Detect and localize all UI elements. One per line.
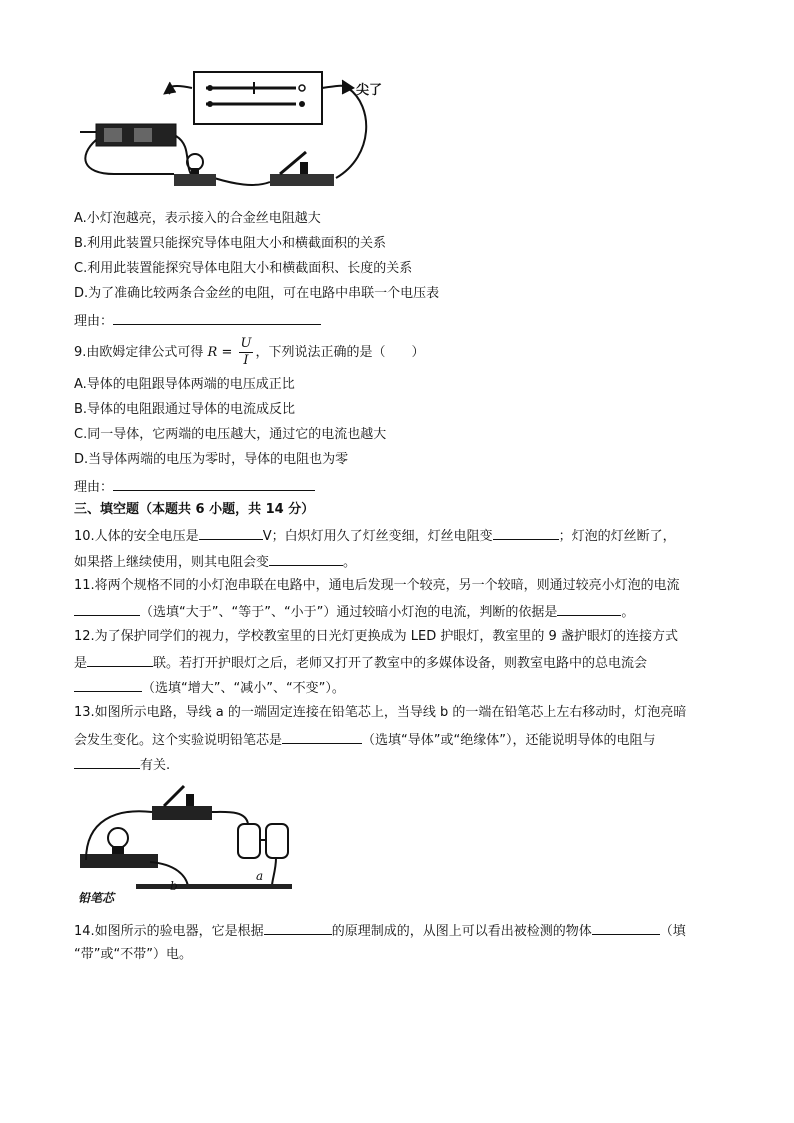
- q12-text-3: 联。若打开护眼灯之后，老师又打开了教室中的多媒体设备，则教室电路中的总电流会: [153, 656, 648, 671]
- q10-text-5: 。: [343, 555, 357, 570]
- q13-blank-1[interactable]: [282, 729, 362, 744]
- q10-blank-3[interactable]: [269, 551, 343, 566]
- q14-text-2: 的原理制成的，从图上可以看出被检测的物体: [331, 924, 592, 939]
- q9-option-c: C.同一导体，它两端的电压越大，通过它的电流也越大: [74, 427, 387, 442]
- q9-formula-fraction: [239, 336, 254, 369]
- q13-line1: 13.如图所示电路，导线 a 的一端固定连接在铅笔芯上，当导线 b 的一端在铅笔芯上左右移动时，灯泡亮暗: [74, 705, 687, 720]
- q11-text-2: （选填“大于”、“等于”、“小于”）通过较暗小灯泡的电流，判断的依据是: [140, 605, 558, 620]
- q13-line2: [74, 729, 655, 751]
- q14-text-3: （填: [659, 924, 686, 939]
- q12-blank-2[interactable]: [74, 677, 142, 692]
- q9-option-a: A.导体的电阻跟导体两端的电压成正比: [74, 377, 295, 392]
- q9-formula-numerator: U: [240, 336, 252, 351]
- q11-blank-2[interactable]: [557, 601, 621, 616]
- q9-stem: [74, 336, 425, 369]
- q10-blank-2[interactable]: [493, 525, 559, 540]
- q12-text-4: （选填“增大”、“减小”、“不变”）。: [142, 681, 345, 696]
- q11-line1: 11.将两个规格不同的小灯泡串联在电路中，通电后发现一个较亮，另一个较暗，则通过较亮小灯泡的电流: [74, 578, 680, 593]
- q9-stem-suffix: ，下列说法正确的是（ ）: [255, 345, 425, 360]
- q10-text-4: 如果搭上继续使用，则其电阻会变: [74, 555, 270, 570]
- pencil-lead-circuit-figure: [76, 780, 296, 910]
- q14-line2: “带”或“不带”）电。: [74, 947, 192, 962]
- q8-option-a: A.小灯泡越亮，表示接入的合金丝电阻越大: [74, 211, 321, 226]
- q9-reason: [74, 476, 315, 498]
- q8-reason-label: 理由：: [74, 314, 114, 329]
- q10-text-1: 10.人体的安全电压是: [74, 529, 199, 544]
- q9-formula-denominator: I: [243, 353, 249, 368]
- q9-formula-eq: =: [217, 345, 237, 360]
- q10-text-3: ；灯泡的灯丝断了，: [558, 529, 676, 544]
- q12-text-2: 是: [74, 656, 88, 671]
- q9-formula-lhs: R: [207, 345, 218, 360]
- section-3-title: 三、填空题（本题共 6 小题，共 14 分）: [74, 502, 315, 517]
- resistance-apparatus-figure: [74, 66, 404, 196]
- q13-text-4: 有关.: [140, 758, 171, 773]
- q14-blank-2[interactable]: [592, 920, 660, 935]
- q8-option-b: B.利用此装置只能探究导体电阻大小和横截面积的关系: [74, 236, 387, 251]
- figure1-label: 尖了: [356, 83, 383, 98]
- q10-text-2: V；白炽灯用久了灯丝变细，灯丝电阻变: [262, 529, 493, 544]
- q9-stem-prefix: 9.由欧姆定律公式可得: [74, 345, 204, 360]
- figure2-label-b: b: [170, 879, 178, 893]
- q10-line1: [74, 525, 676, 547]
- q9-option-b: B.导体的电阻跟通过导体的电流成反比: [74, 402, 296, 417]
- q9-option-d: D.当导体两端的电压为零时，导体的电阻也为零: [74, 452, 349, 467]
- q8-reason-blank[interactable]: [113, 310, 321, 325]
- q8-option-d: D.为了准确比较两条合金丝的电阻，可在电路中串联一个电压表: [74, 286, 440, 301]
- q14-text-1: 14.如图所示的验电器，它是根据: [74, 924, 264, 939]
- q8-option-c: C.利用此装置能探究导体电阻大小和横截面积、长度的关系: [74, 261, 413, 276]
- figure2-label-pencil: 铅笔芯: [78, 891, 115, 905]
- q12-line3: [74, 677, 345, 699]
- q11-text-3: 。: [621, 605, 635, 620]
- q9-reason-label: 理由：: [74, 480, 114, 495]
- q9-reason-blank[interactable]: [113, 476, 315, 491]
- q14-blank-1[interactable]: [264, 920, 332, 935]
- q13-blank-2[interactable]: [74, 754, 140, 769]
- q11-blank-1[interactable]: [74, 601, 140, 616]
- q10-blank-1[interactable]: [199, 525, 263, 540]
- q13-text-2: 会发生变化。这个实验说明铅笔芯是: [74, 733, 283, 748]
- q12-blank-1[interactable]: [87, 652, 153, 667]
- figure2-label-a: a: [256, 869, 264, 883]
- q12-line1: 12.为了保护同学们的视力，学校教室里的日光灯更换成为 LED 护眼灯，教室里的 9 盏护眼灯的连接方式: [74, 629, 678, 644]
- q13-text-3: （选填“导体”或“绝缘体”），还能说明导体的电阻与: [362, 733, 656, 748]
- q8-reason: [74, 310, 321, 332]
- q10-line2: [74, 551, 356, 573]
- q14-line1: [74, 920, 686, 942]
- q13-line3: [74, 754, 170, 776]
- q12-line2: [74, 652, 647, 674]
- q11-line2: [74, 601, 634, 623]
